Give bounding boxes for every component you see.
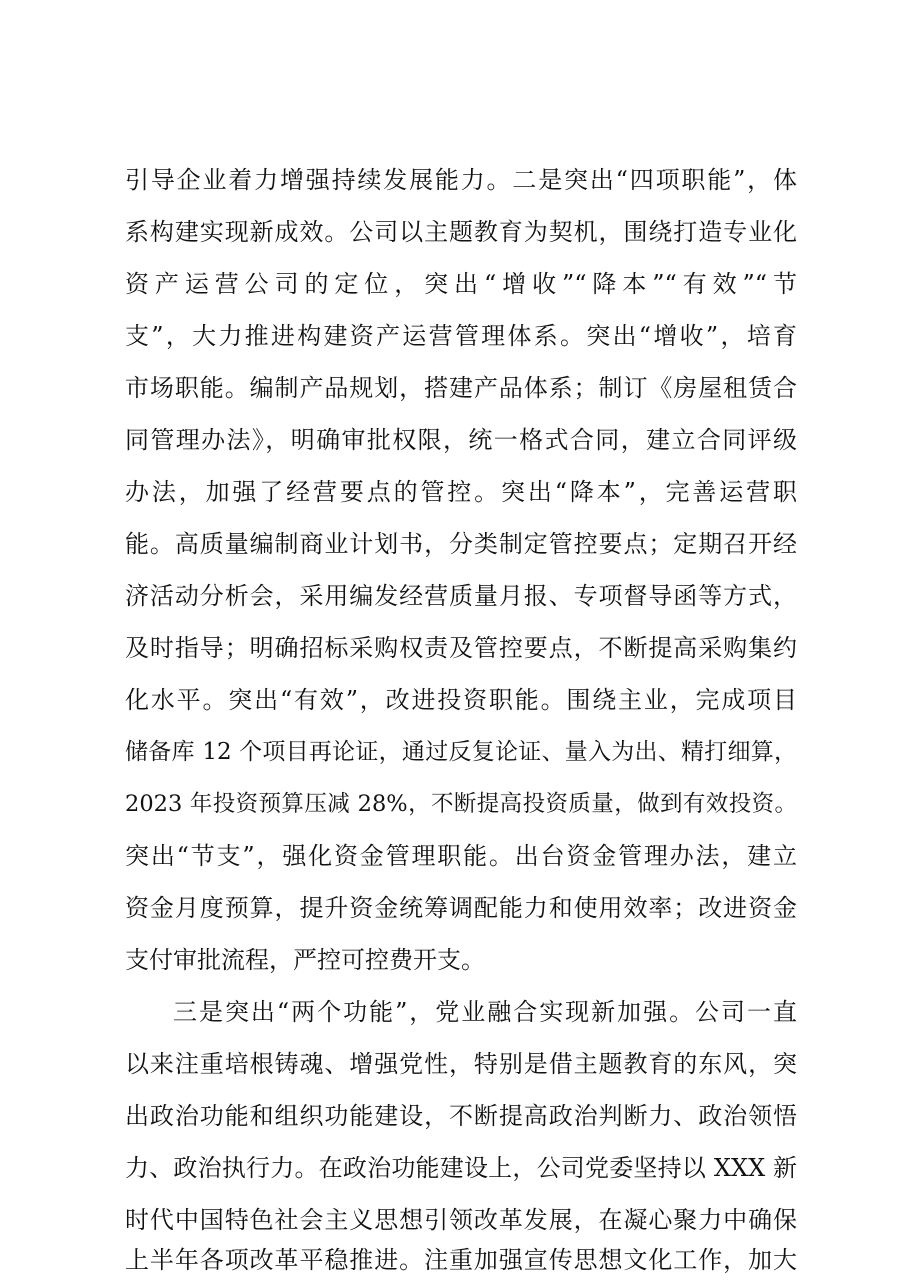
text-line: 时代中国特色社会主义思想引领改革发展，在凝心聚力中确保 — [125, 1206, 797, 1234]
text-line: 及时指导；明确招标采购权责及管控要点，不断提高采购集约 — [125, 634, 797, 662]
text-line: 三是突出“两个功能”，党业融合实现新加强。公司一直 — [173, 998, 797, 1026]
text-line: 储备库 12 个项目再论证，通过反复论证、量入为出、精打细算， — [125, 739, 797, 765]
text-line: 资金月度预算，提升资金统筹调配能力和使用效率；改进资金 — [125, 894, 797, 922]
text-line: 济活动分析会，采用编发经营质量月报、专项督导函等方式， — [125, 582, 797, 610]
text-line: 2023 年投资预算压减 28%，不断提高投资质量，做到有效投资。 — [125, 791, 797, 817]
text-line: 突出“节支”，强化资金管理职能。出台资金管理办法，建立 — [125, 842, 797, 870]
text-line: 支付审批流程，严控可控费开支。 — [125, 946, 485, 974]
text-line: 办法，加强了经营要点的管控。突出“降本”，完善运营职 — [125, 478, 797, 506]
text-line: 支”，大力推进构建资产运营管理体系。突出“增收”，培育 — [125, 322, 797, 350]
text-line: 同管理办法》，明确审批权限，统一格式合同，建立合同评级 — [125, 426, 797, 454]
text-line: 力、政治执行力。在政治功能建设上，公司党委坚持以 XXX 新 — [125, 1154, 797, 1182]
text-line: 以来注重培根铸魂、增强党性，特别是借主题教育的东风，突 — [125, 1050, 797, 1078]
text-line: 出政治功能和组织功能建设，不断提高政治判断力、政治领悟 — [125, 1102, 797, 1130]
text-line: 系构建实现新成效。公司以主题教育为契机，围绕打造专业化 — [125, 218, 797, 246]
text-line: 能。高质量编制商业计划书，分类制定管控要点；定期召开经 — [125, 530, 797, 558]
text-line: 化水平。突出“有效”，改进投资职能。围绕主业，完成项目 — [125, 686, 797, 714]
text-line: 上半年各项改革平稳推进。注重加强宣传思想文化工作，加大 — [125, 1246, 797, 1274]
text-line: 资产运营公司的定位，突出“增收”“降本”“有效”“节 — [125, 270, 797, 298]
text-line: 引导企业着力增强持续发展能力。二是突出“四项职能”，体 — [125, 166, 797, 194]
text-line: 市场职能。编制产品规划，搭建产品体系；制订《房屋租赁合 — [125, 374, 797, 402]
